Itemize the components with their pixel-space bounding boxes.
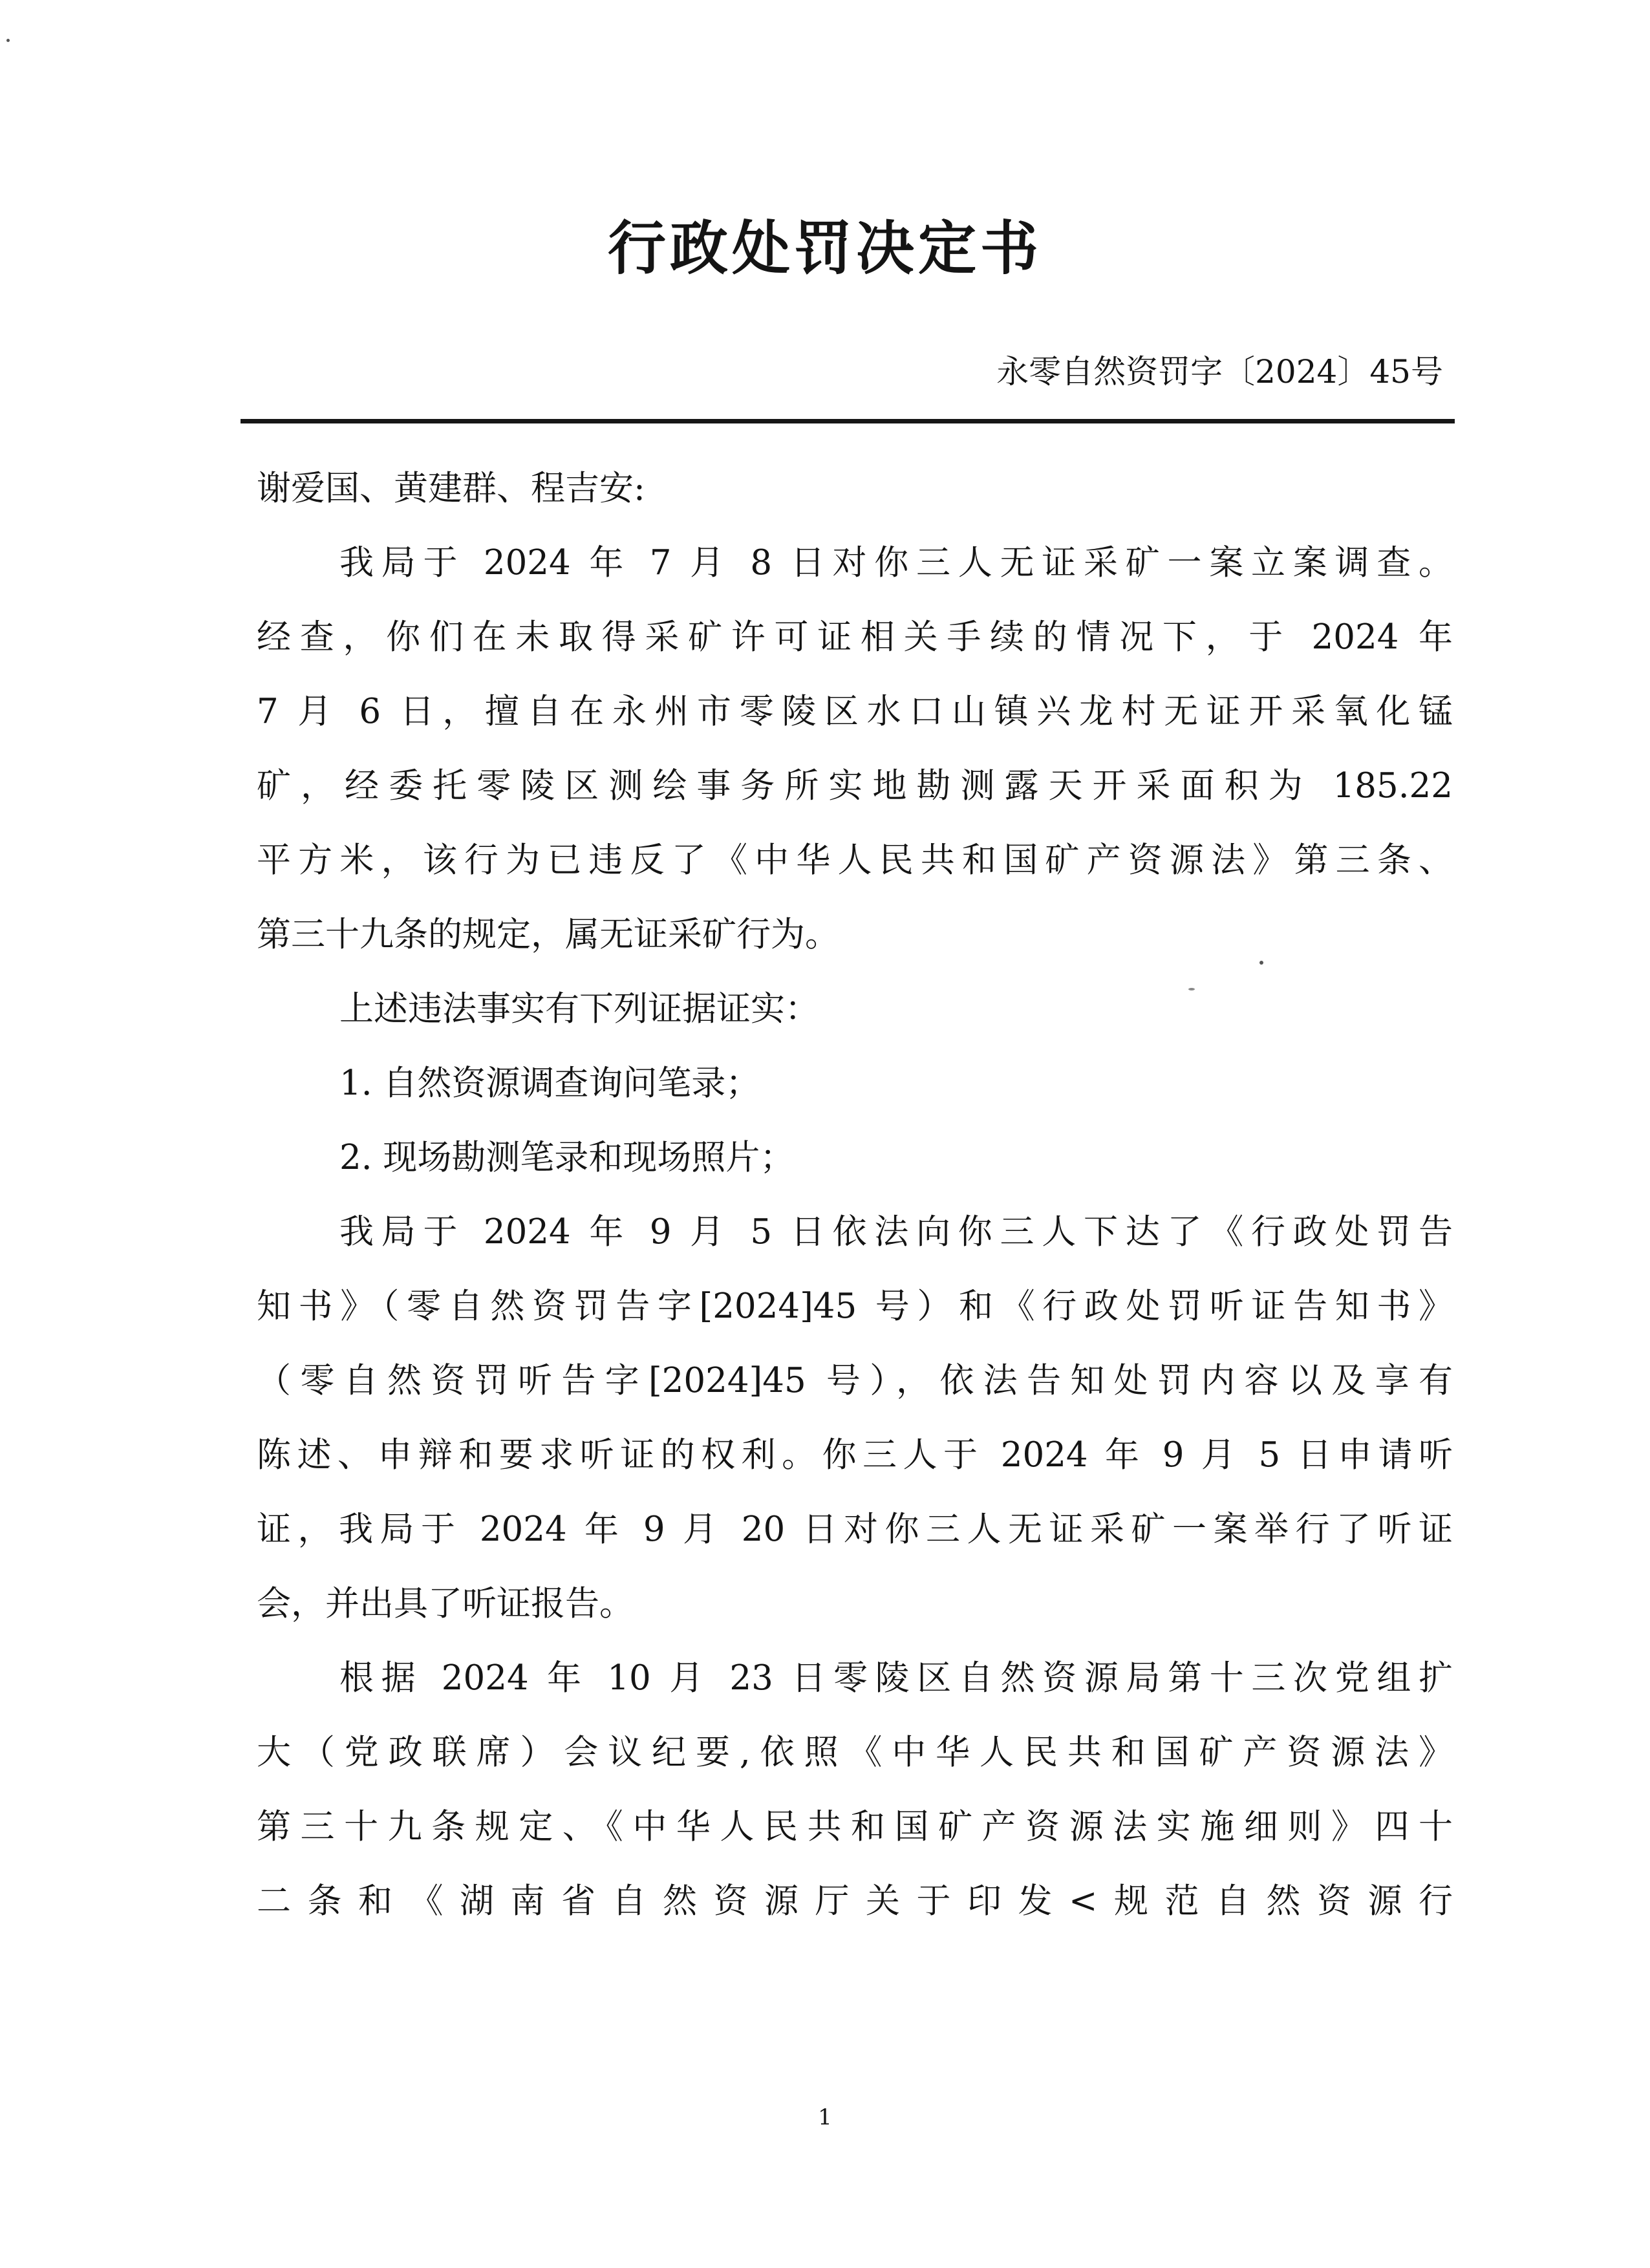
body-line: 根据 2024 年 10 月 23 日零陵区自然资源局第十三次党组扩 bbox=[339, 1658, 1453, 1698]
addressee-line: 谢爱国、黄建群、程吉安: bbox=[257, 469, 645, 508]
page-number: 1 bbox=[818, 2104, 832, 2130]
body-line: 第三十九条的规定，属无证采矿行为。 bbox=[257, 915, 839, 954]
body-line: 知书》（零自然资罚告字[2024]45 号）和《行政处罚听证告知书》 bbox=[257, 1287, 1453, 1326]
scan-speck bbox=[1188, 988, 1195, 990]
body-line: 陈述、申辩和要求听证的权利。你三人于 2024 年 9 月 5 日申请听 bbox=[257, 1435, 1453, 1475]
body-line: 证，我局于 2024 年 9 月 20 日对你三人无证采矿一案举行了听证 bbox=[257, 1510, 1453, 1549]
body-line: 7 月 6 日，擅自在永州市零陵区水口山镇兴龙村无证开采氧化锰 bbox=[257, 692, 1453, 731]
body-line: （零自然资罚听告字[2024]45 号），依法告知处罚内容以及享有 bbox=[257, 1361, 1453, 1400]
scan-speck bbox=[1259, 961, 1263, 965]
document-body bbox=[257, 451, 1453, 1938]
body-line: 经查，你们在未取得采矿许可证相关手续的情况下，于 2024 年 bbox=[257, 617, 1453, 657]
body-line: 第三十九条规定、《中华人民共和国矿产资源法实施细则》四十 bbox=[257, 1807, 1453, 1846]
body-line: 我局于 2024 年 9 月 5 日依法向你三人下达了《行政处罚告 bbox=[339, 1212, 1453, 1252]
scan-speck bbox=[6, 39, 10, 42]
body-line: 矿，经委托零陵区测绘事务所实地勘测露天开采面积为 185.22 bbox=[257, 766, 1453, 806]
body-line: 大（党政联席）会议纪要,依照《中华人民共和国矿产资源法》 bbox=[257, 1733, 1453, 1772]
evidence-item: 1. 自然资源调查询问笔录； bbox=[339, 1064, 760, 1103]
header-divider bbox=[241, 419, 1455, 423]
body-line: 平方米，该行为已违反了《中华人民共和国矿产资源法》第三条、 bbox=[257, 840, 1453, 880]
body-line: 二条和《湖南省自然资源厅关于印发<规范自然资源行 bbox=[257, 1881, 1453, 1921]
body-line: 上述违法事实有下列证据证实： bbox=[339, 989, 819, 1029]
document-title: 行政处罚决定书 bbox=[608, 215, 1042, 283]
evidence-item: 2. 现场勘测笔录和现场照片； bbox=[339, 1138, 795, 1177]
document-number: 永零自然资罚字〔2024〕45号 bbox=[996, 353, 1443, 390]
body-line: 我局于 2024 年 7 月 8 日对你三人无证采矿一案立案调查。 bbox=[339, 543, 1453, 583]
body-line: 会，并出具了听证报告。 bbox=[257, 1584, 634, 1623]
